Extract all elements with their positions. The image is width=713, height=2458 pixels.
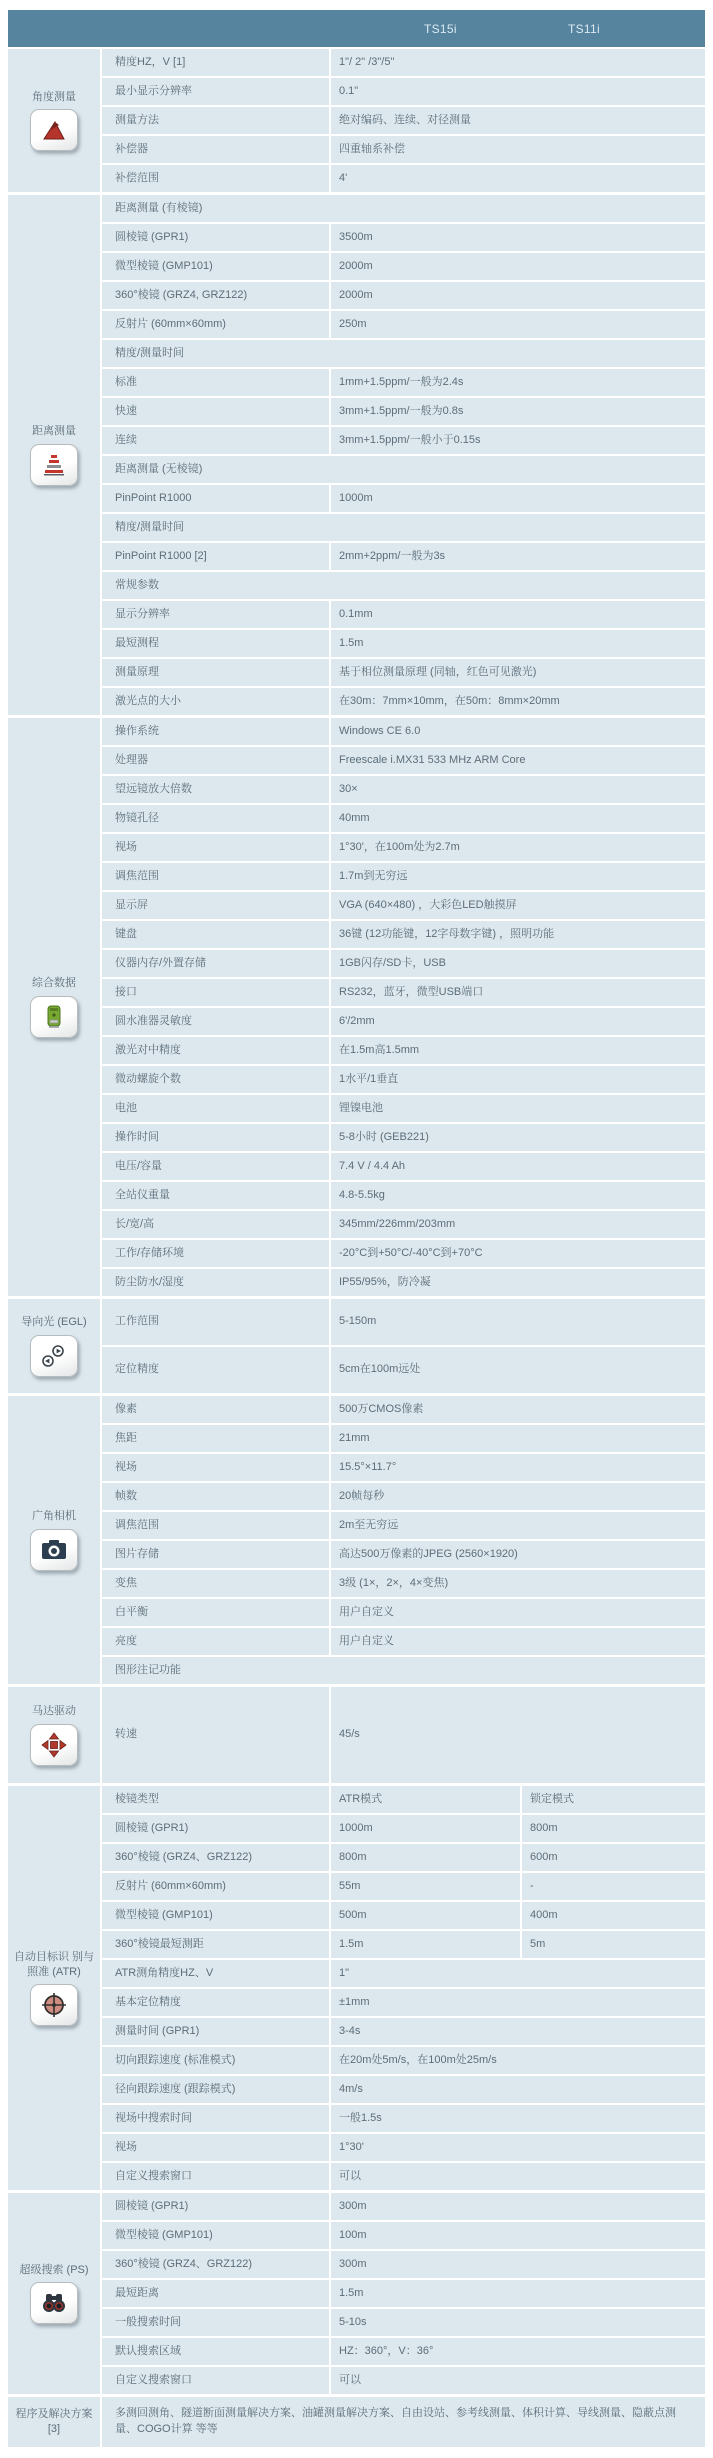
spec-label: PinPoint R1000 [2] <box>102 543 329 570</box>
camera-icon <box>30 1529 78 1571</box>
spec-value: 500万CMOS像素 <box>331 1396 705 1423</box>
spec-value: 可以 <box>331 2163 705 2190</box>
spec-label: 测量方法 <box>102 107 329 134</box>
rows-container <box>102 2397 705 2447</box>
spec-row <box>102 1931 705 1958</box>
spec-label: 测量时间 (GPR1) <box>102 2018 329 2045</box>
spec-value: 45/s <box>331 1687 705 1783</box>
spec-value: 21mm <box>331 1425 705 1452</box>
spec-label: 精度/测量时间 <box>102 514 705 541</box>
spec-label: 调焦范围 <box>102 1512 329 1539</box>
spec-row <box>102 747 705 774</box>
spec-row <box>102 1240 705 1267</box>
spec-value: 4.8-5.5kg <box>331 1182 705 1209</box>
spec-value: 3级 (1×，2×，4×变焦) <box>331 1570 705 1597</box>
spec-value: 1°30'，在100m处为2.7m <box>331 834 705 861</box>
category-cell <box>8 2397 100 2447</box>
spec-row <box>102 2047 705 2074</box>
spec-value: 30× <box>331 776 705 803</box>
spec-value: 250m <box>331 311 705 338</box>
spec-row <box>102 659 705 686</box>
spec-value: 345mm/226mm/203mm <box>331 1211 705 1238</box>
spec-label: 激光对中精度 <box>102 1037 329 1064</box>
spec-label: 测量原理 <box>102 659 329 686</box>
section-instrument <box>8 718 705 1296</box>
spec-label: PinPoint R1000 <box>102 485 329 512</box>
section-angle <box>8 49 705 192</box>
spec-row <box>102 688 705 715</box>
spec-value: 3-4s <box>331 2018 705 2045</box>
spec-label: 显示屏 <box>102 892 329 919</box>
category-label: 导向光 (EGL) <box>21 1316 87 1329</box>
spec-label: 全站仪重量 <box>102 1182 329 1209</box>
spec-value: 300m <box>331 2193 705 2220</box>
spec-value-ts11i: 5m <box>522 1931 705 1958</box>
rows-container <box>102 2193 705 2394</box>
spec-value-ts15i: 1.5m <box>331 1931 520 1958</box>
spec-label: 键盘 <box>102 921 329 948</box>
spec-value: 5-8小时 (GEB221) <box>331 1124 705 1151</box>
spec-row <box>102 1844 705 1871</box>
spec-row <box>102 369 705 396</box>
rows-container <box>102 718 705 1296</box>
spec-value: 100m <box>331 2222 705 2249</box>
spec-label: 快速 <box>102 398 329 425</box>
spec-row <box>102 107 705 134</box>
spec-label: 最短测程 <box>102 630 329 657</box>
spec-value: 在1.5m高1.5mm <box>331 1037 705 1064</box>
spec-value-ts11i: 400m <box>522 1902 705 1929</box>
spec-value-ts15i: 500m <box>331 1902 520 1929</box>
spec-label: 白平衡 <box>102 1599 329 1626</box>
spec-label: 处理器 <box>102 747 329 774</box>
spec-value-ts11i: 800m <box>522 1815 705 1842</box>
spec-value: Freescale i.MX31 533 MHz ARM Core <box>331 747 705 774</box>
spec-value: 1000m <box>331 485 705 512</box>
spec-row <box>102 1989 705 2016</box>
spec-label: 距离测量 (有棱镜) <box>102 195 705 222</box>
section-header-row <box>102 195 705 222</box>
spec-label: 圆棱镜 (GPR1) <box>102 2193 329 2220</box>
spec-row <box>102 1960 705 1987</box>
spec-value: 1GB闪存/SD卡，USB <box>331 950 705 977</box>
spec-row <box>102 282 705 309</box>
spec-label: 圆水准器灵敏度 <box>102 1008 329 1035</box>
motor-icon <box>30 1724 78 1766</box>
spec-label: 360°棱镜 (GRZ4, GRZ122) <box>102 282 329 309</box>
spec-label: 默认搜索区域 <box>102 2338 329 2365</box>
table-header <box>8 10 705 47</box>
spec-row <box>102 979 705 1006</box>
spec-label: 望远镜放大倍数 <box>102 776 329 803</box>
spec-value: 绝对编码、连续、对径测量 <box>331 107 705 134</box>
spec-label: 转速 <box>102 1687 329 1783</box>
spec-row <box>102 1396 705 1423</box>
spec-value: 5cm在100m远处 <box>331 1347 705 1393</box>
spec-row <box>102 1095 705 1122</box>
spec-label: 圆棱镜 (GPR1) <box>102 1815 329 1842</box>
spec-label: 定位精度 <box>102 1347 329 1393</box>
spec-row <box>102 1786 705 1813</box>
section-header-row <box>102 514 705 541</box>
column-header-ts15i: TS15i <box>424 21 457 36</box>
spec-label: 微型棱镜 (GMP101) <box>102 1902 329 1929</box>
category-cell <box>8 1299 100 1393</box>
spec-row <box>102 718 705 745</box>
category-label: 综合数据 <box>32 977 76 990</box>
spec-label: 亮度 <box>102 1628 329 1655</box>
spec-row <box>102 1687 705 1783</box>
spec-row <box>102 1815 705 1842</box>
spec-value-ts15i: 1000m <box>331 1815 520 1842</box>
spec-value-ts11i: - <box>522 1873 705 1900</box>
spec-row <box>102 1153 705 1180</box>
spec-row <box>102 776 705 803</box>
spec-value-ts11i: 600m <box>522 1844 705 1871</box>
spec-label: 360°棱镜 (GRZ4、GRZ122) <box>102 1844 329 1871</box>
category-cell <box>8 718 100 1296</box>
spec-row <box>102 1425 705 1452</box>
spec-row <box>102 2018 705 2045</box>
category-cell <box>8 49 100 192</box>
spec-value: 15.5°×11.7° <box>331 1454 705 1481</box>
spec-label: 补偿范围 <box>102 165 329 192</box>
spec-row <box>102 1483 705 1510</box>
spec-label: 电池 <box>102 1095 329 1122</box>
section-header-row <box>102 1657 705 1684</box>
spec-value: 300m <box>331 2251 705 2278</box>
section-motor <box>8 1687 705 1783</box>
section-camera <box>8 1396 705 1684</box>
spec-label: 360°棱镜 (GRZ4、GRZ122) <box>102 2251 329 2278</box>
spec-value: 1.5m <box>331 630 705 657</box>
spec-row <box>102 49 705 76</box>
spec-value: VGA (640×480) ，大彩色LED触摸屏 <box>331 892 705 919</box>
spec-row <box>102 1512 705 1539</box>
spec-label: 显示分辨率 <box>102 601 329 628</box>
category-label: 自动目标识 别与照准 (ATR) <box>13 1950 95 1978</box>
spec-value: 2000m <box>331 253 705 280</box>
spec-label: 精度HZ，V [1] <box>102 49 329 76</box>
rows-container <box>102 49 705 192</box>
rows-container <box>102 1687 705 1783</box>
spec-value: 在20m处5m/s，在100m处25m/s <box>331 2047 705 2074</box>
spec-value: 1"/ 2" /3"/5" <box>331 49 705 76</box>
spec-value: 4' <box>331 165 705 192</box>
spec-value: -20°C到+50°C/-40°C到+70°C <box>331 1240 705 1267</box>
spec-row <box>102 921 705 948</box>
spec-value: 2mm+2ppm/一般为3s <box>331 543 705 570</box>
spec-value-ts11i: 锁定模式 <box>522 1786 705 1813</box>
spec-label: 圆棱镜 (GPR1) <box>102 224 329 251</box>
spec-label: 变焦 <box>102 1570 329 1597</box>
spec-row <box>102 2163 705 2190</box>
spec-value: 用户自定义 <box>331 1599 705 1626</box>
powersearch-icon <box>30 2282 78 2324</box>
spec-row <box>102 2367 705 2394</box>
spec-label: 自定义搜索窗口 <box>102 2163 329 2190</box>
spec-value: Windows CE 6.0 <box>331 718 705 745</box>
spec-value: 1水平/1垂直 <box>331 1066 705 1093</box>
category-cell <box>8 1687 100 1783</box>
spec-label: ATR测角精度HZ、V <box>102 1960 329 1987</box>
spec-value: 0.1mm <box>331 601 705 628</box>
spec-label: 最小显示分辨率 <box>102 78 329 105</box>
spec-value: 1.7m到无穷远 <box>331 863 705 890</box>
spec-value: 1.5m <box>331 2280 705 2307</box>
spec-value: 1mm+1.5ppm/一般为2.4s <box>331 369 705 396</box>
spec-label: 长/宽/高 <box>102 1211 329 1238</box>
spec-value: 2000m <box>331 282 705 309</box>
category-label: 马达驱动 <box>32 1705 76 1718</box>
spec-row <box>102 136 705 163</box>
spec-value: 7.4 V / 4.4 Ah <box>331 1153 705 1180</box>
spec-label: 连续 <box>102 427 329 454</box>
spec-value: 高达500万像素的JPEG (2560×1920) <box>331 1541 705 1568</box>
spec-value: 36键 (12功能键，12字母数字键) ，照明功能 <box>331 921 705 948</box>
spec-row <box>102 2105 705 2132</box>
spec-label: 防尘防水/湿度 <box>102 1269 329 1296</box>
spec-value: 3mm+1.5ppm/一般为0.8s <box>331 398 705 425</box>
spec-value: 基于相位测量原理 (同轴，红色可见激光) <box>331 659 705 686</box>
spec-value: 一般1.5s <box>331 2105 705 2132</box>
spec-row <box>102 485 705 512</box>
spec-row <box>102 1008 705 1035</box>
spec-value: 1" <box>331 1960 705 1987</box>
spec-value: IP55/95%，防冷凝 <box>331 1269 705 1296</box>
spec-value: 在30m：7mm×10mm，在50m：8mm×20mm <box>331 688 705 715</box>
spec-label: 多测回测角、隧道断面测量解决方案、油罐测量解决方案、自由设站、参考线测量、体积计算、导线测量、隐蔽点测量、COGO计算 等等 <box>102 2397 705 2447</box>
spec-value: 6'/2mm <box>331 1008 705 1035</box>
spec-value: 1°30' <box>331 2134 705 2161</box>
spec-row <box>102 1541 705 1568</box>
spec-label: 工作/存储环境 <box>102 1240 329 1267</box>
section-programs <box>8 2397 705 2447</box>
spec-value: RS232，蓝牙，微型USB端口 <box>331 979 705 1006</box>
spec-row <box>102 1269 705 1296</box>
category-cell <box>8 1786 100 2190</box>
spec-label: 标准 <box>102 369 329 396</box>
spec-value-ts15i: 55m <box>331 1873 520 1900</box>
rows-container <box>102 1786 705 2190</box>
spec-label: 电压/容量 <box>102 1153 329 1180</box>
spec-label: 帧数 <box>102 1483 329 1510</box>
spec-label: 微型棱镜 (GMP101) <box>102 253 329 280</box>
instrument-icon <box>30 996 78 1038</box>
spec-value-ts15i: 800m <box>331 1844 520 1871</box>
spec-row <box>102 1037 705 1064</box>
sections-container <box>8 49 705 2447</box>
spec-value: 锂镍电池 <box>331 1095 705 1122</box>
spec-value: 3500m <box>331 224 705 251</box>
spec-label: 常规参数 <box>102 572 705 599</box>
spec-row <box>102 1347 705 1393</box>
spec-label: 距离测量 (无棱镜) <box>102 456 705 483</box>
section-header-row <box>102 340 705 367</box>
spec-label: 精度/测量时间 <box>102 340 705 367</box>
spec-row <box>102 2193 705 2220</box>
spec-row <box>102 805 705 832</box>
spec-row <box>102 2309 705 2336</box>
spec-label: 反射片 (60mm×60mm) <box>102 1873 329 1900</box>
spec-row <box>102 950 705 977</box>
spec-row <box>102 1124 705 1151</box>
spec-label: 像素 <box>102 1396 329 1423</box>
spec-value: 四重轴系补偿 <box>331 136 705 163</box>
spec-row <box>102 1873 705 1900</box>
spec-row <box>102 311 705 338</box>
spec-label: 360°棱镜最短测距 <box>102 1931 329 1958</box>
spec-value: 5-150m <box>331 1299 705 1345</box>
spec-row <box>102 630 705 657</box>
section-header-row <box>102 456 705 483</box>
spec-label: 仪器内存/外置存储 <box>102 950 329 977</box>
category-cell <box>8 1396 100 1684</box>
spec-value: 3mm+1.5ppm/一般小于0.15s <box>331 427 705 454</box>
spec-label: 基本定位精度 <box>102 1989 329 2016</box>
spec-value: 20帧每秒 <box>331 1483 705 1510</box>
rows-container <box>102 1396 705 1684</box>
spec-label: 径向跟踪速度 (跟踪模式) <box>102 2076 329 2103</box>
spec-label: 视场 <box>102 1454 329 1481</box>
spec-row <box>102 2251 705 2278</box>
spec-label: 操作系统 <box>102 718 329 745</box>
spec-label: 反射片 (60mm×60mm) <box>102 311 329 338</box>
spec-row <box>102 1182 705 1209</box>
spec-row <box>102 1628 705 1655</box>
section-header-row <box>102 572 705 599</box>
section-distance <box>8 195 705 715</box>
spec-label: 一般搜索时间 <box>102 2309 329 2336</box>
category-label: 距离测量 <box>32 425 76 438</box>
spec-label: 棱镜类型 <box>102 1786 329 1813</box>
spec-row <box>102 834 705 861</box>
spec-label: 视场 <box>102 834 329 861</box>
spec-value: 5-10s <box>331 2309 705 2336</box>
spec-row <box>102 2134 705 2161</box>
spec-value: 0.1" <box>331 78 705 105</box>
spec-row <box>102 165 705 192</box>
spec-row <box>102 1599 705 1626</box>
angle-icon <box>30 109 78 151</box>
category-cell <box>8 2193 100 2394</box>
spec-row <box>102 2280 705 2307</box>
category-label: 广角相机 <box>32 1510 76 1523</box>
spec-label: 焦距 <box>102 1425 329 1452</box>
spec-label: 图形注记功能 <box>102 1657 705 1684</box>
spec-row <box>102 2222 705 2249</box>
spec-value: 可以 <box>331 2367 705 2394</box>
category-cell <box>8 195 100 715</box>
spec-row <box>102 253 705 280</box>
spec-row <box>102 2338 705 2365</box>
atr-target-icon <box>30 1984 78 2026</box>
spec-value: 40mm <box>331 805 705 832</box>
rows-container <box>102 1299 705 1393</box>
spec-row <box>102 1454 705 1481</box>
section-header-row <box>102 2397 705 2447</box>
spec-label: 最短距离 <box>102 2280 329 2307</box>
column-header-ts11i: TS11i <box>568 21 600 36</box>
section-atr-target <box>8 1786 705 2190</box>
spec-row <box>102 1570 705 1597</box>
spec-label: 自定义搜索窗口 <box>102 2367 329 2394</box>
spec-row <box>102 1902 705 1929</box>
spec-row <box>102 224 705 251</box>
spec-row <box>102 1066 705 1093</box>
spec-label: 补偿器 <box>102 136 329 163</box>
section-guide-light <box>8 1299 705 1393</box>
spec-label: 图片存储 <box>102 1541 329 1568</box>
spec-label: 工作范围 <box>102 1299 329 1345</box>
spec-value: 2m至无穷远 <box>331 1512 705 1539</box>
category-label: 角度测量 <box>32 90 76 103</box>
spec-value: 用户自定义 <box>331 1628 705 1655</box>
spec-row <box>102 398 705 425</box>
spec-row <box>102 2076 705 2103</box>
spec-row <box>102 863 705 890</box>
category-label: 程序及解决方案 [3] <box>15 2408 93 2435</box>
spec-value: 4m/s <box>331 2076 705 2103</box>
spec-label: 视场中搜索时间 <box>102 2105 329 2132</box>
spec-value: HZ：360°，V：36° <box>331 2338 705 2365</box>
spec-label: 调焦范围 <box>102 863 329 890</box>
spec-row <box>102 1299 705 1345</box>
spec-row <box>102 601 705 628</box>
spec-label: 操作时间 <box>102 1124 329 1151</box>
spec-label: 微动螺旋个数 <box>102 1066 329 1093</box>
category-label: 超级搜索 (PS) <box>19 2263 89 2276</box>
spec-value-ts15i: ATR模式 <box>331 1786 520 1813</box>
spec-row <box>102 1211 705 1238</box>
spec-label: 物镜孔径 <box>102 805 329 832</box>
spec-row <box>102 892 705 919</box>
spec-label: 接口 <box>102 979 329 1006</box>
guide-light-icon <box>30 1335 78 1377</box>
distance-icon <box>30 444 78 486</box>
spec-label: 微型棱镜 (GMP101) <box>102 2222 329 2249</box>
spec-label: 切向跟踪速度 (标准模式) <box>102 2047 329 2074</box>
rows-container <box>102 195 705 715</box>
section-powersearch <box>8 2193 705 2394</box>
spec-label: 视场 <box>102 2134 329 2161</box>
spec-value: ±1mm <box>331 1989 705 2016</box>
spec-row <box>102 543 705 570</box>
spec-row <box>102 427 705 454</box>
spec-row <box>102 78 705 105</box>
spec-label: 激光点的大小 <box>102 688 329 715</box>
